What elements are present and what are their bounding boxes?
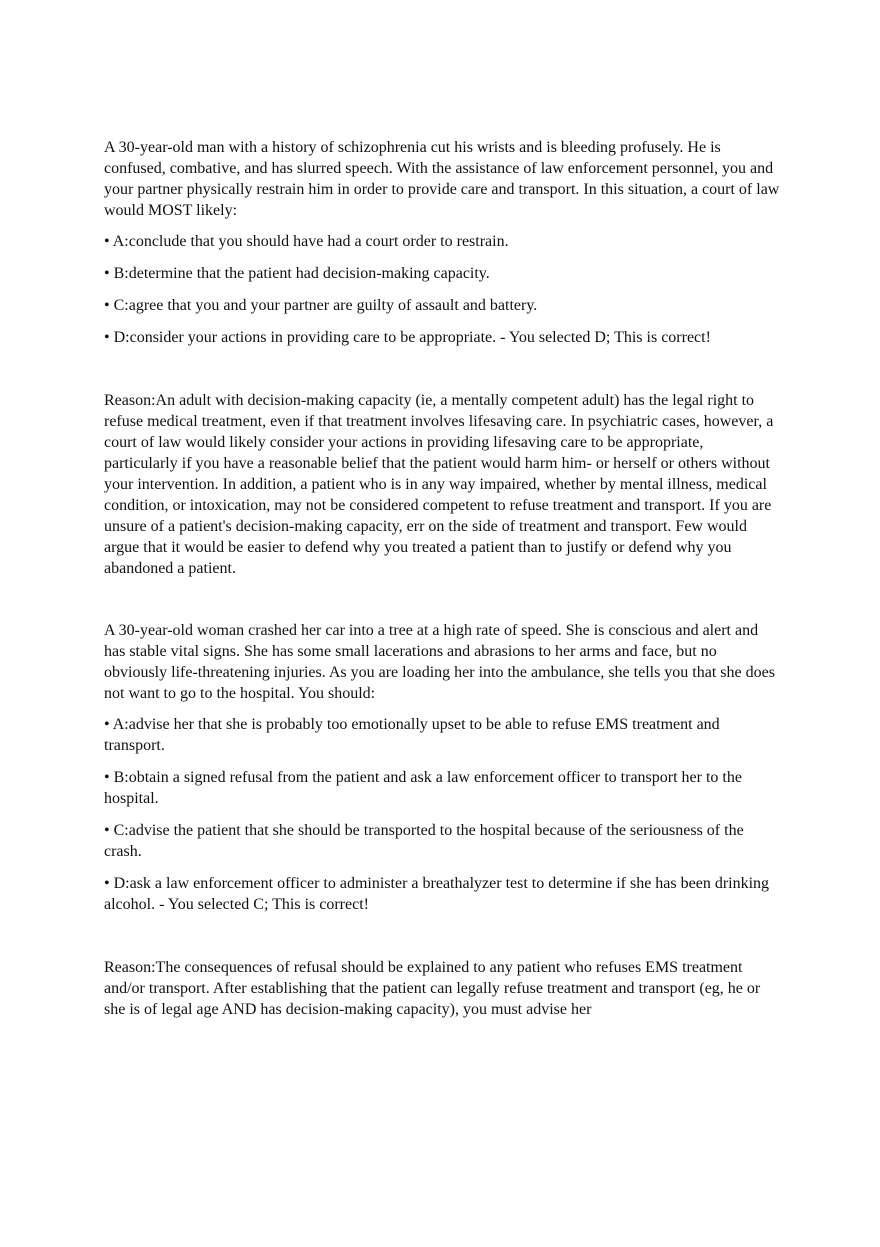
question-stem: A 30-year-old woman crashed her car into a tree at a high rate of speed. She is conscious and alert and has stable vital signs. She has some small lacerations and abrasions to her arms and face, but no obviously life-threatening injuries. As you are loading her into the ambulance, she tells you that she does not want to go to the hospital. You should: — [104, 622, 775, 702]
answer-option-c: • C:agree that you and your partner are guilty of assault and battery. — [104, 297, 538, 314]
question-stem: A 30-year-old man with a history of schizophrenia cut his wrists and is bleeding profusely. He is confused, combative, and has slurred speech. With the assistance of law enforcement personnel, you and your partner physically restrain him in order to provide care and transport. In this situation, a court of law would MOST likely: — [104, 139, 780, 219]
document-content — [104, 137, 780, 1020]
answer-option-b: • B:determine that the patient had decision-making capacity. — [104, 265, 490, 282]
answer-option-a: • A:conclude that you should have had a court order to restrain. — [104, 233, 509, 250]
answer-option-d: • D:ask a law enforcement officer to administer a breathalyzer test to determine if she has been drinking alcohol. - You selected C; This is correct! — [104, 875, 770, 913]
reason-paragraph: Reason:The consequences of refusal should be explained to any patient who refuses EMS treatment and/or transport. After establishing that the patient can legally refuse treatment and transport (eg, he or she is of legal age AND has decision-making capacity), you must advise her — [104, 959, 761, 1018]
answer-option-d: • D:consider your actions in providing care to be appropriate. - You selected D; This is correct! — [104, 329, 711, 346]
answer-option-c: • C:advise the patient that she should be transported to the hospital because of the seriousness of the crash. — [104, 822, 744, 860]
question-block-1 — [104, 137, 780, 579]
question-block-2 — [104, 620, 780, 1020]
reason-paragraph: Reason:An adult with decision-making capacity (ie, a mentally competent adult) has the legal right to refuse medical treatment, even if that treatment involves lifesaving care. In psychiatric cases, however, a court of law would likely consider your actions in providing lifesaving care to be appropriate, particularly if you have a reasonable belief that the patient would harm him- or herself or others without your intervention. In addition, a patient who is in any way impaired, whether by mental illness, medical condition, or intoxication, may not be considered competent to refuse treatment and transport. If you are unsure of a patient's decision-making capacity, err on the side of treatment and transport. Few would argue that it would be easier to defend why you treated a patient than to justify or defend why you abandoned a patient. — [104, 392, 774, 577]
answer-option-b: • B:obtain a signed refusal from the patient and ask a law enforcement officer to transport her to the hospital. — [104, 769, 742, 807]
answer-option-a: • A:advise her that she is probably too emotionally upset to be able to refuse EMS treatment and transport. — [104, 716, 720, 754]
